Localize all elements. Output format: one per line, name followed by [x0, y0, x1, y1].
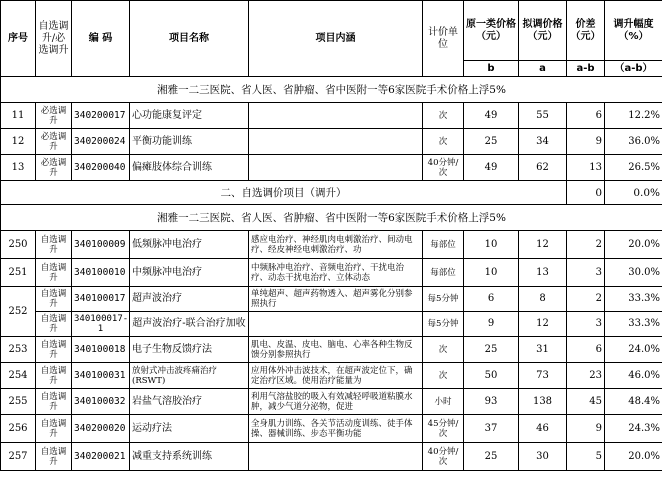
cell-diff: 6 — [567, 337, 605, 363]
cell-seq: 252 — [1, 287, 36, 337]
cell-orig: 10 — [464, 231, 519, 259]
cell-pct: 26.5% — [605, 155, 662, 181]
cell-seq: 257 — [1, 443, 36, 471]
cell-type: 自选调升 — [36, 337, 72, 363]
cell-new: 46 — [519, 415, 567, 443]
cell-orig: 49 — [464, 155, 519, 181]
cell-name: 放射式冲击波疼痛治疗(RSWT) — [130, 363, 249, 389]
cell-code: 340100031 — [72, 363, 130, 389]
cell-pct: 46.0% — [605, 363, 662, 389]
header-pct: 调升幅度（%） — [605, 1, 662, 61]
cell-code: 340200040 — [72, 155, 130, 181]
cell-code: 340200017 — [72, 103, 130, 129]
cell-type: 自选调升 — [36, 415, 72, 443]
table-row — [1, 363, 662, 389]
cell-type: 自选调升 — [36, 389, 72, 415]
table-row — [1, 389, 662, 415]
header-row — [1, 1, 662, 61]
table-row — [1, 155, 662, 181]
header-content: 项目内涵 — [249, 1, 423, 77]
cell-new: 12 — [519, 312, 567, 337]
cell-type: 自选调升 — [36, 287, 72, 312]
cell-seq: 256 — [1, 415, 36, 443]
cell-new: 30 — [519, 443, 567, 471]
cell-seq: 253 — [1, 337, 36, 363]
header-unit: 计价单位 — [423, 1, 464, 77]
table-row — [1, 231, 662, 259]
cell-orig: 25 — [464, 129, 519, 155]
sub-pct: （a-b） — [605, 61, 662, 77]
cell-name: 中频脉冲电治疗 — [130, 259, 249, 287]
cell-seq: 12 — [1, 129, 36, 155]
cell-content — [249, 443, 423, 471]
sub-diff: a-b — [567, 61, 605, 77]
cell-new: 138 — [519, 389, 567, 415]
cell-code: 340100032 — [72, 389, 130, 415]
cell-orig: 50 — [464, 363, 519, 389]
cell-diff: 3 — [567, 259, 605, 287]
cell-pct: 48.4% — [605, 389, 662, 415]
cell-unit: 次 — [423, 129, 464, 155]
cell-unit: 次 — [423, 363, 464, 389]
cell-pct: 20.0% — [605, 231, 662, 259]
header-diff: 价差（元） — [567, 1, 605, 61]
cell-type: 必选调升 — [36, 103, 72, 129]
cell-new: 31 — [519, 337, 567, 363]
cell-orig: 9 — [464, 312, 519, 337]
cell-name: 平衡功能训练 — [130, 129, 249, 155]
cell-diff: 9 — [567, 415, 605, 443]
cell-diff: 2 — [567, 287, 605, 312]
cell-new: 62 — [519, 155, 567, 181]
cell-code: 340200020 — [72, 415, 130, 443]
cell-pct: 33.3% — [605, 287, 662, 312]
header-type: 自选调升/必选调升 — [36, 1, 72, 77]
header-name: 项目名称 — [130, 1, 249, 77]
sub-new: a — [519, 61, 567, 77]
cell-pct: 20.0% — [605, 443, 662, 471]
cell-unit: 每5分钟 — [423, 312, 464, 337]
table-row — [1, 129, 662, 155]
cell-pct: 12.2% — [605, 103, 662, 129]
cell-code: 340100017 — [72, 287, 130, 312]
cell-diff: 9 — [567, 129, 605, 155]
cell-orig: 25 — [464, 443, 519, 471]
cell-unit: 次 — [423, 337, 464, 363]
section-title: 二、自选调价项目（调升） — [1, 181, 567, 205]
cell-content: 利用气溶盐胶的吸入有效减轻呼吸道粘膜水肿，减少气道分泌物，促进 — [249, 389, 423, 415]
cell-unit: 每部位 — [423, 259, 464, 287]
cell-diff: 13 — [567, 155, 605, 181]
cell-new: 73 — [519, 363, 567, 389]
section-diff: 0 — [567, 181, 605, 205]
banner-row — [1, 205, 662, 231]
cell-pct: 33.3% — [605, 312, 662, 337]
cell-type: 自选调升 — [36, 312, 72, 337]
cell-seq: 254 — [1, 363, 36, 389]
banner-text: 湘雅一二三医院、省人医、省肿瘤、省中医附一等6家医院手术价格上浮5% — [1, 205, 662, 231]
cell-code: 340100009 — [72, 231, 130, 259]
cell-orig: 93 — [464, 389, 519, 415]
header-seq: 序号 — [1, 1, 36, 77]
banner-row — [1, 77, 662, 103]
table-row — [1, 287, 662, 312]
cell-content: 中频脉冲电治疗、音频电治疗、干扰电治疗、动态干扰电治疗、立体动态 — [249, 259, 423, 287]
table-row — [1, 443, 662, 471]
cell-code: 340100010 — [72, 259, 130, 287]
cell-name: 超声波治疗 — [130, 287, 249, 312]
cell-seq: 11 — [1, 103, 36, 129]
cell-pct: 24.0% — [605, 337, 662, 363]
cell-code: 340100017-1 — [72, 312, 130, 337]
header-orig: 原一类价格（元） — [464, 1, 519, 61]
section-row — [1, 181, 662, 205]
cell-diff: 5 — [567, 443, 605, 471]
cell-pct: 30.0% — [605, 259, 662, 287]
cell-new: 34 — [519, 129, 567, 155]
table-row — [1, 103, 662, 129]
cell-diff: 45 — [567, 389, 605, 415]
cell-name: 运动疗法 — [130, 415, 249, 443]
cell-name: 减重支持系统训练 — [130, 443, 249, 471]
cell-name: 电子生物反馈疗法 — [130, 337, 249, 363]
cell-content — [249, 103, 423, 129]
cell-pct: 24.3% — [605, 415, 662, 443]
section-pct: 0.0% — [605, 181, 662, 205]
cell-orig: 49 — [464, 103, 519, 129]
cell-orig: 37 — [464, 415, 519, 443]
cell-type: 自选调升 — [36, 363, 72, 389]
table-row — [1, 415, 662, 443]
header-new: 拟调价格（元） — [519, 1, 567, 61]
cell-type: 自选调升 — [36, 259, 72, 287]
cell-type: 自选调升 — [36, 231, 72, 259]
cell-content — [249, 155, 423, 181]
cell-content — [249, 129, 423, 155]
cell-orig: 25 — [464, 337, 519, 363]
cell-diff: 3 — [567, 312, 605, 337]
cell-unit: 小时 — [423, 389, 464, 415]
cell-content: 肌电、皮温、皮电、脑电、心率各种生物反馈分别参照执行 — [249, 337, 423, 363]
cell-type: 必选调升 — [36, 155, 72, 181]
cell-seq: 250 — [1, 231, 36, 259]
sub-orig: b — [464, 61, 519, 77]
cell-unit: 每部位 — [423, 231, 464, 259]
cell-unit: 每5分钟 — [423, 287, 464, 312]
header-code: 编 码 — [72, 1, 130, 77]
cell-diff: 23 — [567, 363, 605, 389]
cell-name: 心功能康复评定 — [130, 103, 249, 129]
cell-code: 340100018 — [72, 337, 130, 363]
cell-unit: 40分钟/次 — [423, 155, 464, 181]
cell-content — [249, 312, 423, 337]
cell-name: 偏瘫肢体综合训练 — [130, 155, 249, 181]
cell-pct: 36.0% — [605, 129, 662, 155]
table-row — [1, 259, 662, 287]
cell-orig: 10 — [464, 259, 519, 287]
cell-name: 岩盐气溶胶治疗 — [130, 389, 249, 415]
cell-new: 13 — [519, 259, 567, 287]
cell-new: 55 — [519, 103, 567, 129]
cell-unit: 45分钟/次 — [423, 415, 464, 443]
cell-content: 全身肌力训练、各关节活动度训练、徒手体操、器械训练、步态平衡功能 — [249, 415, 423, 443]
cell-name: 低频脉冲电治疗 — [130, 231, 249, 259]
cell-diff: 6 — [567, 103, 605, 129]
cell-type: 必选调升 — [36, 129, 72, 155]
cell-content: 应用体外冲击波技术，在超声波定位下，确定治疗区域。使用治疗能量为 — [249, 363, 423, 389]
cell-orig: 6 — [464, 287, 519, 312]
cell-unit: 次 — [423, 103, 464, 129]
table-row — [1, 337, 662, 363]
cell-code: 340200024 — [72, 129, 130, 155]
cell-content: 单纯超声、超声药物透入、超声雾化分别参照执行 — [249, 287, 423, 312]
cell-diff: 2 — [567, 231, 605, 259]
cell-name: 超声波治疗-联合治疗加收 — [130, 312, 249, 337]
cell-new: 12 — [519, 231, 567, 259]
cell-seq: 255 — [1, 389, 36, 415]
table-row — [1, 312, 662, 337]
cell-seq: 13 — [1, 155, 36, 181]
cell-code: 340200021 — [72, 443, 130, 471]
cell-type: 自选调升 — [36, 443, 72, 471]
cell-new: 8 — [519, 287, 567, 312]
cell-unit: 40分钟/次 — [423, 443, 464, 471]
banner-text: 湘雅一二三医院、省人医、省肿瘤、省中医附一等6家医院手术价格上浮5% — [1, 77, 662, 103]
cell-content: 感应电治疗、神经肌肉电刺激治疗、间动电疗、经皮神经电刺激治疗、功 — [249, 231, 423, 259]
cell-seq: 251 — [1, 259, 36, 287]
